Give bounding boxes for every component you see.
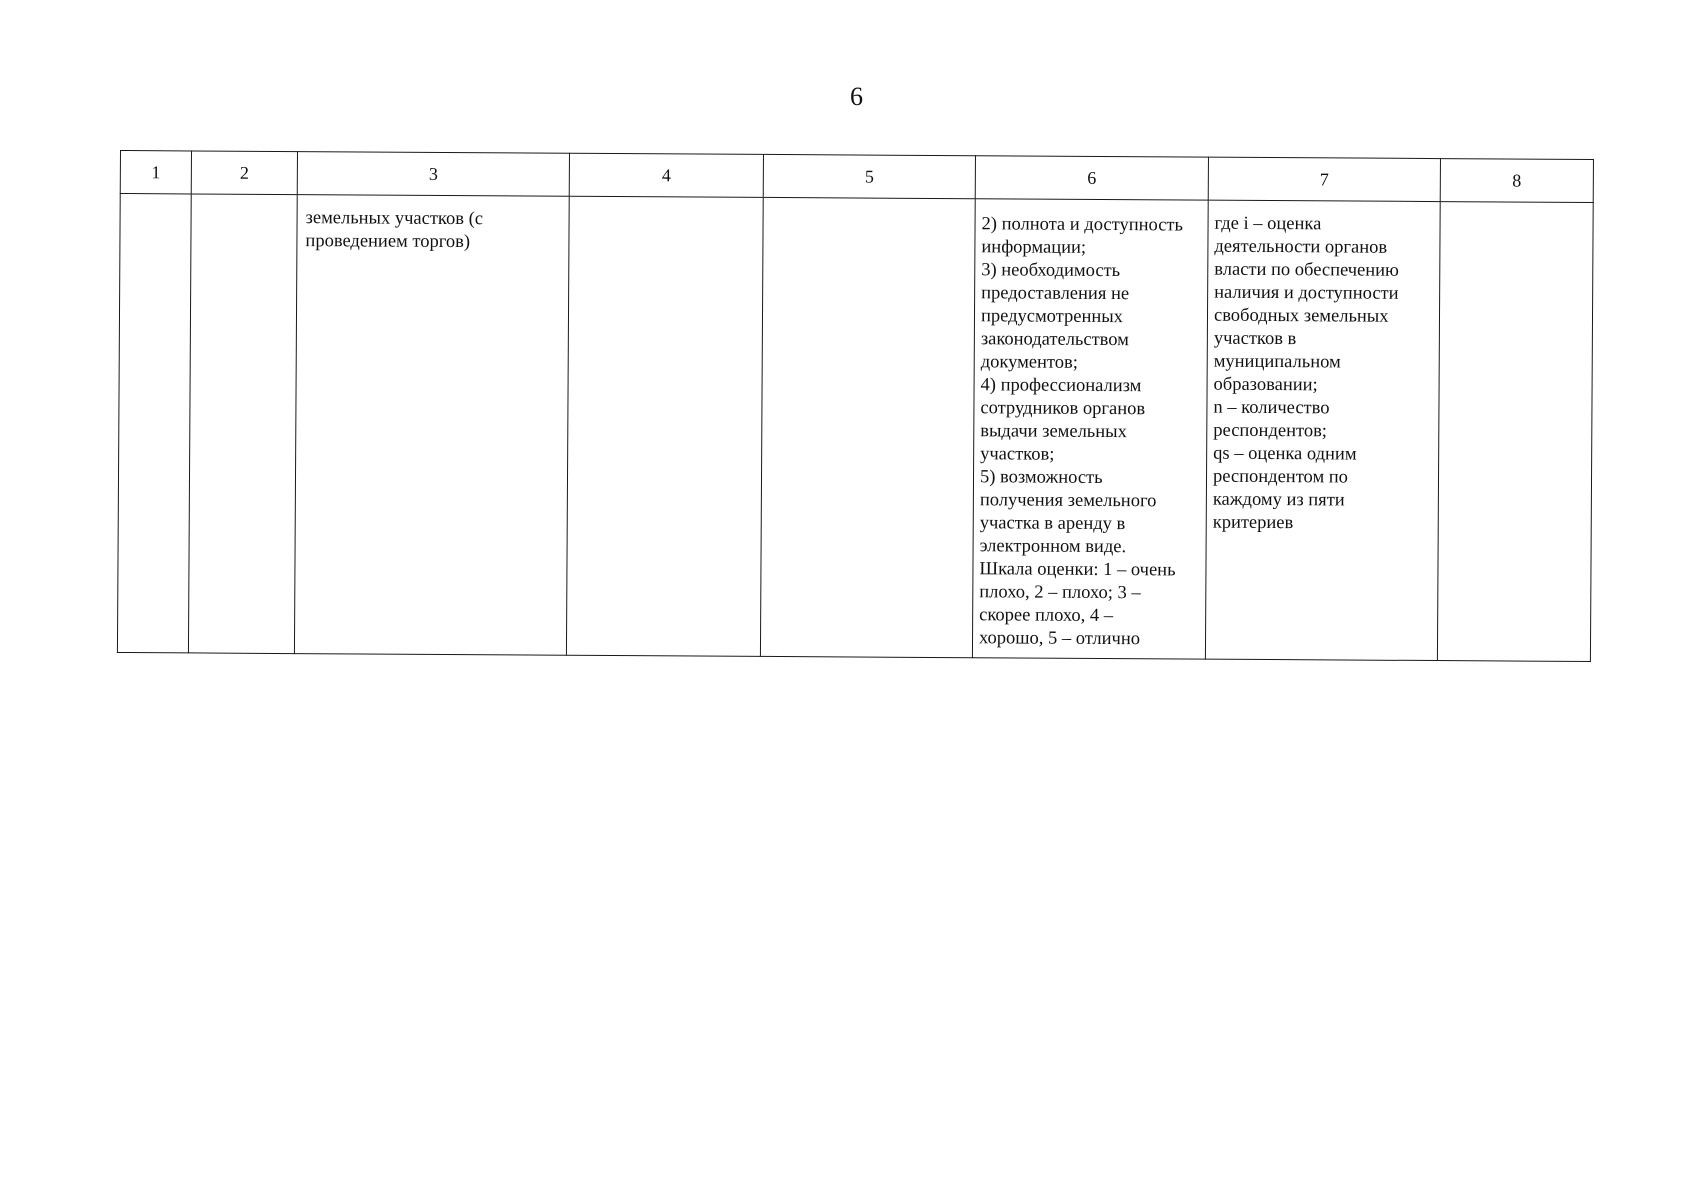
cell-col-1 [117, 194, 191, 653]
cell-text-col-3: земельных участков (с проведением торгов) [305, 208, 484, 253]
column-header-3: 3 [297, 152, 569, 197]
page-number: 6 [850, 82, 863, 111]
column-header-4: 4 [569, 153, 763, 197]
column-header-5: 5 [763, 154, 975, 198]
column-header-7: 7 [1208, 157, 1440, 201]
column-header-6: 6 [975, 156, 1208, 200]
cell-col-6 [972, 199, 1208, 659]
cell-text-col-4 [570, 197, 763, 208]
column-header-8: 8 [1440, 159, 1593, 203]
cell-text-col-5 [764, 198, 975, 209]
cell-text-col-1 [121, 194, 191, 204]
column-header-2: 2 [191, 151, 297, 195]
cell-col-7 [1205, 200, 1440, 660]
cell-col-3 [294, 195, 569, 656]
cell-text-col-6: 2) полнота и доступность информации; 3) необходимость предоставления не предусмотренных законодательством документов; 4) профессионализм сотрудников органов выдачи земельных участков; 5) возможность получения земельного участка в аренду в электронном виде. Шкала оценки: 1 – очень плохо, 2 – плохо; 3 – скорее плохо, 4 – хорошо, 5 – отлично [978, 214, 1184, 650]
cell-text-col-7: где i – оценка деятельности органов власти по обеспечению наличия и доступности свободных земельных участков в муниципальном образовании; n – количество респондентов; qs – оценка одним респондентом по каждому из пяти критериев [1212, 213, 1399, 534]
cell-col-4 [566, 196, 763, 656]
cell-text-col-2 [192, 194, 297, 205]
criteria-table [117, 150, 1594, 662]
column-header-1: 1 [120, 151, 191, 194]
cell-col-8 [1437, 202, 1593, 662]
cell-col-2 [188, 194, 297, 654]
cell-text-col-8 [1441, 202, 1593, 213]
cell-col-5 [760, 197, 975, 657]
table-row [117, 194, 1593, 662]
